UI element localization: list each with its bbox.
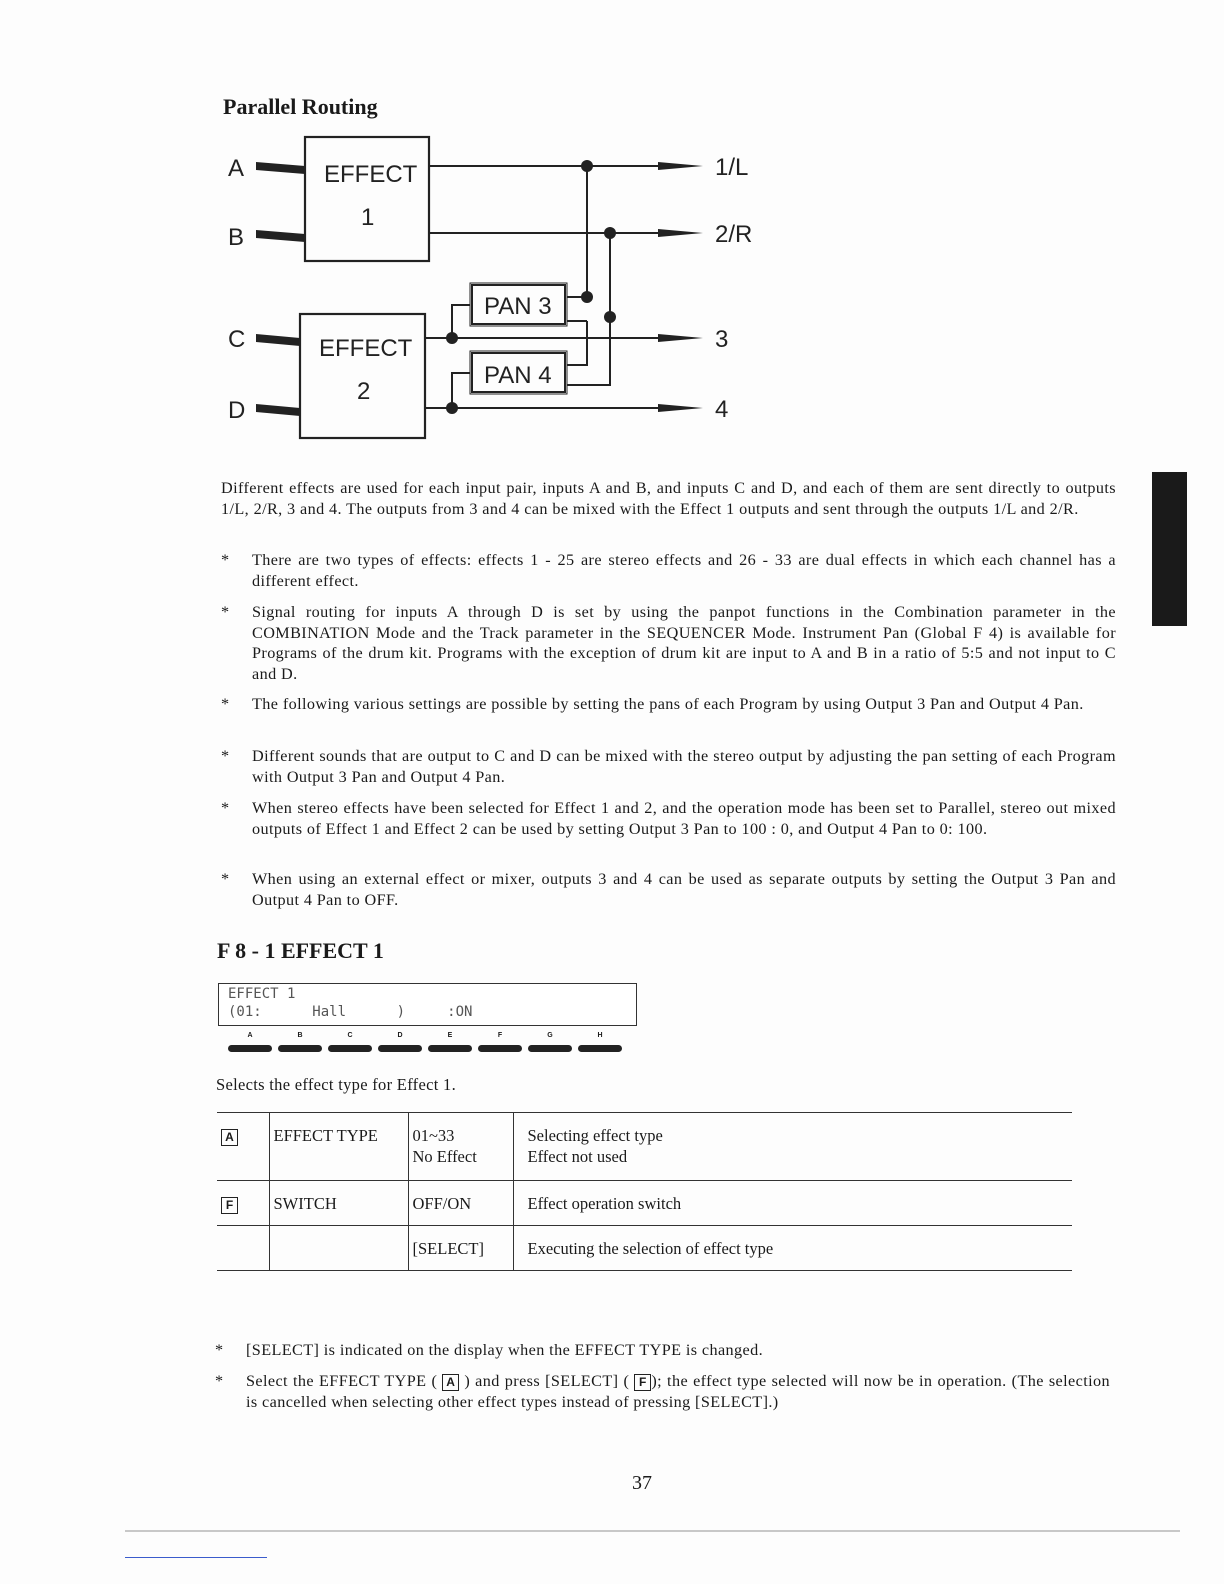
bullet-star: *	[215, 1372, 224, 1390]
pan3-label: PAN 3	[484, 293, 552, 320]
lcd-line-1: EFFECT 1	[228, 986, 296, 1002]
intro-paragraph: Different effects are used for each input pair, inputs A and B, and inputs C and D, and each of them are sent directly to outputs 1/L, 2/R, 3 and 4. The outputs from 3 and 4 can be mixed with the Effect 1 outputs and sent through the outputs 1/L and 2/R.	[221, 479, 1116, 518]
value-cell	[408, 1181, 513, 1226]
input-a-label: A	[228, 155, 245, 182]
effect2-box	[300, 314, 425, 438]
softkey-a[interactable]	[228, 1032, 272, 1052]
softkey-c[interactable]	[328, 1032, 372, 1052]
table-row	[217, 1113, 1072, 1181]
softkey-label: D	[397, 1032, 403, 1039]
softkey-label: A	[247, 1032, 253, 1039]
note-text: Different sounds that are output to C and D can be mixed with the stereo output by adjusting the pan setting of each Program with Output 3 Pan and Output 4 Pan.	[252, 747, 1116, 786]
lcd-display	[218, 983, 637, 1026]
note-text	[246, 1371, 1110, 1412]
output-arrows	[658, 162, 703, 412]
softkey-bar	[478, 1045, 522, 1052]
f8-section-title: F 8 - 1 EFFECT 1	[217, 938, 384, 963]
softkey-label: E	[447, 1032, 453, 1039]
softkey-bar	[228, 1045, 272, 1052]
desc-line: Executing the selection of effect type	[527, 1239, 774, 1258]
page-number: 37	[632, 1472, 652, 1494]
key-f-icon: F	[221, 1197, 238, 1214]
softkey-label: G	[547, 1032, 553, 1039]
value-line: 01~33	[412, 1126, 455, 1145]
bottom-note-1	[215, 1340, 1110, 1361]
key-a-icon: A	[221, 1129, 238, 1146]
bullet-star: *	[221, 747, 230, 765]
input-d-label: D	[228, 397, 246, 424]
bullet-star: *	[221, 551, 230, 569]
desc-line: Effect not used	[527, 1147, 628, 1166]
note-fragment: Select the EFFECT TYPE (	[246, 1372, 438, 1390]
output-1l-label: 1/L	[715, 154, 749, 181]
key-f-icon: F	[634, 1374, 651, 1391]
param-cell	[269, 1226, 408, 1271]
effect1-number: 1	[361, 204, 375, 231]
input-c-label: C	[228, 326, 246, 353]
output-4-label: 4	[715, 396, 729, 423]
softkey-b[interactable]	[278, 1032, 322, 1052]
softkey-g[interactable]	[528, 1032, 572, 1052]
lcd-line-2: (01: Hall ) :ON	[228, 1004, 473, 1020]
note-text: There are two types of effects: effects 1 - 25 are stereo effects and 26 - 33 are dual effects in which each channel has a different effect.	[252, 551, 1116, 590]
effect2-number: 2	[357, 378, 371, 405]
softkey-bar	[328, 1045, 372, 1052]
note-4	[221, 746, 1116, 787]
input-b-label: B	[228, 224, 245, 251]
pan4-label: PAN 4	[484, 362, 552, 389]
softkey-f[interactable]	[478, 1032, 522, 1052]
note-5	[221, 798, 1116, 839]
effect2-label: EFFECT	[319, 335, 413, 362]
output-2r-label: 2/R	[715, 221, 753, 248]
note-text: When stereo effects have been selected for Effect 1 and 2, and the operation mode has been set to Parallel, stereo out mixed outputs of Effect 1 and Effect 2 can be used by setting Output 3 Pan to 100 : 0, and Output 4 Pan to 0: 100.	[252, 799, 1116, 838]
bullet-star: *	[215, 1341, 224, 1359]
softkey-bar	[428, 1045, 472, 1052]
effect1-label: EFFECT	[324, 161, 418, 188]
value-line: [SELECT]	[412, 1239, 484, 1258]
desc-cell	[513, 1113, 1072, 1181]
desc-cell	[513, 1181, 1072, 1226]
param-cell: SWITCH	[269, 1181, 408, 1226]
value-line: OFF/ON	[412, 1194, 472, 1213]
key-a-icon: A	[442, 1374, 459, 1391]
desc-cell	[513, 1226, 1072, 1271]
f8-caption: Selects the effect type for Effect 1.	[216, 1075, 457, 1094]
bullet-star: *	[221, 870, 230, 888]
softkey-label: B	[297, 1032, 303, 1039]
footer-link-rule	[125, 1557, 267, 1558]
input-arrows	[256, 162, 305, 416]
parameter-table	[217, 1112, 1072, 1271]
bullet-star: *	[221, 799, 230, 817]
softkey-d[interactable]	[378, 1032, 422, 1052]
parallel-routing-diagram	[218, 125, 778, 445]
page-title: Parallel Routing	[223, 94, 378, 119]
note-3	[221, 694, 1116, 715]
softkey-e[interactable]	[428, 1032, 472, 1052]
bullet-star: *	[221, 695, 230, 713]
key-cell	[217, 1181, 269, 1226]
softkey-bar	[278, 1045, 322, 1052]
note-text: Signal routing for inputs A through D is set by using the panpot functions in the Combination parameter in the COMBINATION Mode and the Track parameter in the SEQUENCER Mode. Instrument Pan (Global F 4) is available for Programs of the drum kit. Programs with the exception of drum kit are input to A and B in a ratio of 5:5 and not input to C and D.	[252, 603, 1116, 683]
note-2	[221, 602, 1116, 684]
softkey-label: H	[597, 1032, 603, 1039]
note-fragment: ); the effect type selected will now be in operation. (The selection is cancelled when selecting other effect types instead of pressing [SELECT].)	[246, 1372, 1110, 1411]
note-text: The following various settings are possible by setting the pans of each Program by using Output 3 Pan and Output 4 Pan.	[252, 695, 1084, 713]
note-text: [SELECT] is indicated on the display when the EFFECT TYPE is changed.	[246, 1341, 764, 1359]
note-text: When using an external effect or mixer, outputs 3 and 4 can be used as separate outputs by setting the Output 3 Pan and Output 4 Pan to OFF.	[252, 870, 1116, 909]
value-line: No Effect	[412, 1147, 477, 1166]
key-cell	[217, 1113, 269, 1181]
softkey-bar	[378, 1045, 422, 1052]
desc-line: Selecting effect type	[527, 1126, 663, 1145]
value-cell	[408, 1226, 513, 1271]
section-tab-marker	[1152, 472, 1187, 626]
output-3-label: 3	[715, 326, 729, 353]
footer-rule	[125, 1530, 1180, 1532]
note-fragment: ) and press [SELECT] (	[464, 1372, 630, 1390]
effect1-box	[305, 137, 429, 261]
bullet-star: *	[221, 603, 230, 621]
desc-line: Effect operation switch	[527, 1194, 682, 1213]
softkey-label: F	[497, 1032, 503, 1039]
value-cell	[408, 1113, 513, 1181]
table-row	[217, 1226, 1072, 1271]
key-cell	[217, 1226, 269, 1271]
softkey-bar	[528, 1045, 572, 1052]
param-cell: EFFECT TYPE	[269, 1113, 408, 1181]
note-6	[221, 869, 1116, 910]
softkey-label: C	[347, 1032, 353, 1039]
note-1	[221, 550, 1116, 591]
softkey-bar	[578, 1045, 622, 1052]
softkey-h[interactable]	[578, 1032, 622, 1052]
softkey-row	[228, 1032, 628, 1054]
bottom-note-2	[215, 1371, 1110, 1412]
table-row	[217, 1181, 1072, 1226]
